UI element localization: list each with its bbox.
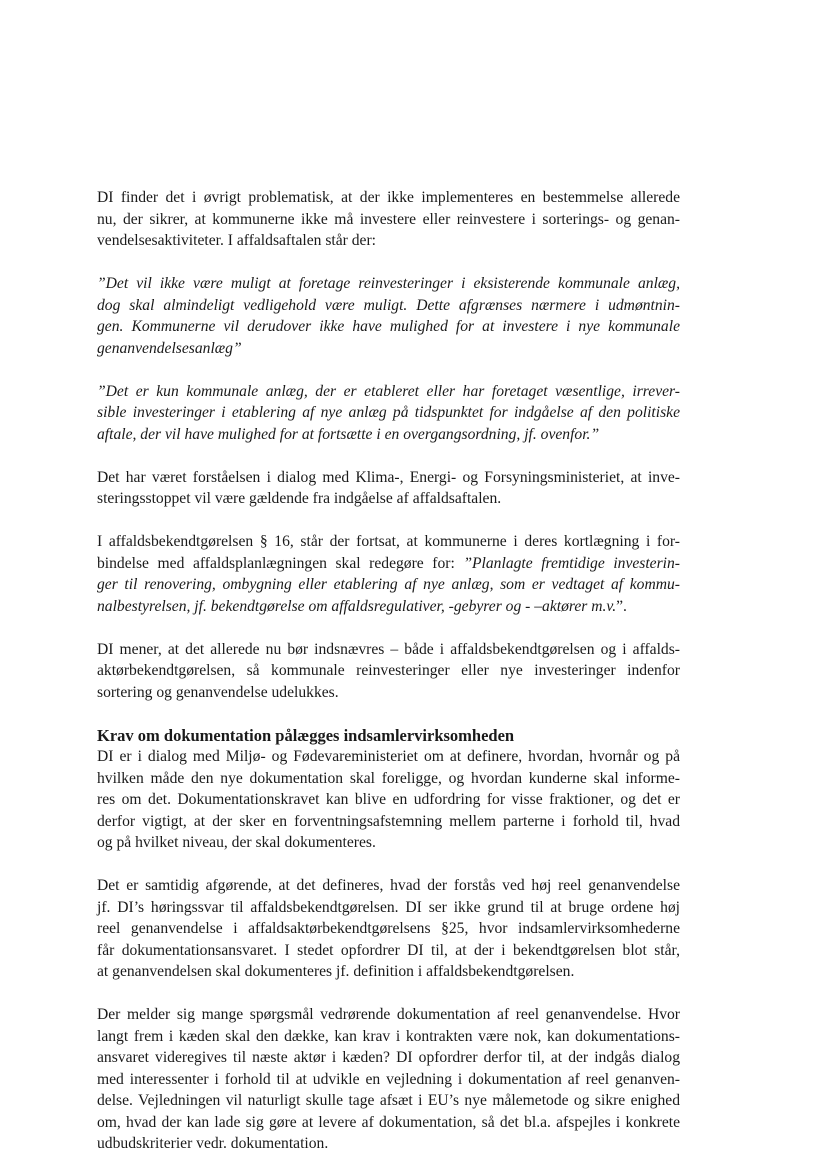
quote-paragraph <box>97 273 680 359</box>
document-body <box>97 187 680 1176</box>
text-line: jf. DI’s høringssvar til affaldsbekendtgørelsen. DI ser ikke grund til at bruge ordene høj <box>97 898 680 916</box>
section-heading <box>97 725 680 747</box>
text-line: vendelsesaktiviteter. I affaldsaftalen står der: <box>97 232 376 249</box>
text-line: DI finder det i øvrigt problematisk, at der ikke implementeres en bestemmelse allerede <box>97 189 680 206</box>
paragraph <box>97 531 680 617</box>
paragraph <box>97 1004 680 1155</box>
text-line: ”Det vil ikke være muligt at foretage reinvesteringer i eksisterende kommunale anlæg, <box>97 275 680 292</box>
text-line: og på hvilket niveau, der skal dokumenteres. <box>97 834 376 851</box>
text-line: DI er i dialog med Miljø- og Fødevareministeriet om at definere, hvordan, hvornår og på <box>97 748 680 765</box>
paragraph <box>97 875 680 983</box>
text-line <box>97 596 680 618</box>
text-line: dog skal almindeligt vedligehold være muligt. Dette afgrænses nærmere i udmøntnin- <box>97 296 680 314</box>
paragraph <box>97 746 680 854</box>
text-line: DI mener, at det allerede nu bør indsnævres – både i affaldsbekendtgørelsen og i affalds- <box>97 640 680 658</box>
text-line: aftale, der vil have mulighed for at fortsætte i en overgangsordning, jf. ovenfor.” <box>97 425 600 443</box>
text-line: at genanvendelsen skal dokumenteres jf. definition i affaldsbekendtgørelsen. <box>97 963 575 980</box>
text-line: langt frem i kæden skal den dække, kan krav i kontrakten være nok, kan dokumentations- <box>97 1027 680 1045</box>
text-line: sortering og genanvendelse udelukkes. <box>97 683 339 701</box>
text-line: udbudskriterier vedr. dokumentation. <box>97 1135 329 1152</box>
text-line: nu, der sikrer, at kommunerne ikke må investere eller reinvestere i sorterings- og genan- <box>97 210 680 228</box>
paragraph <box>97 467 680 510</box>
text-line: genanvendelsesanlæg” <box>97 339 242 357</box>
text-line: med interessenter i forhold til at udvikle en vejledning i dokumentation af reel genanven- <box>97 1070 680 1088</box>
text-line: Krav om dokumentation pålægges indsamlervirksomheden <box>97 725 515 745</box>
quoted-text: nalbestyrelsen, jf. bekendtgørelse om affaldsregulativer, -gebyrer og - –aktører m.v. <box>97 597 617 615</box>
text-line: reel genanvendelse i affaldsaktørbekendtgørelsens §25, hvor indsamlervirksomhederne <box>97 920 680 937</box>
text-line: Der melder sig mange spørgsmål vedrørende dokumentation af reel genanvendelse. Hvor <box>97 1006 680 1023</box>
text-line <box>97 553 680 575</box>
text-line: delse. Vejledningen vil naturligt skulle tage afsæt i EU’s nye målemetode og sikre enighed <box>97 1092 680 1109</box>
quoted-text: ger til renovering, ombygning eller etablering af nye anlæg, som er vedtaget af kommu- <box>97 576 680 593</box>
text-segment: ”. <box>616 597 627 615</box>
quoted-text: ”Planlagte fremtidige investerin- <box>463 554 680 572</box>
text-line: om, hvad der kan lade sig gøre at levere af dokumentation, så det bl.a. afspejles i konkrete <box>97 1113 680 1131</box>
text-line: aktørbekendtgørelsen, så kommunale reinvesteringer eller nye investeringer indenfor <box>97 662 680 679</box>
text-line: res om det. Dokumentationskravet kan blive en udfordring for visse fraktioner, og det er <box>97 791 680 808</box>
text-line: sible investeringer i etablering af nye anlæg på tidspunktet for indgåelse af den politiske <box>97 404 680 421</box>
text-line: I affaldsbekendtgørelsen § 16, står der fortsat, at kommunerne i deres kortlægning i for- <box>97 533 680 550</box>
text-line <box>97 574 680 596</box>
paragraph <box>97 187 680 252</box>
text-line: gen. Kommunerne vil derudover ikke have mulighed for at investere i nye kommunale <box>97 318 680 335</box>
text-line: derfor vigtigt, at der sker en forventningsafstemning mellem parterne i forhold til, hvad <box>97 812 680 830</box>
text-segment: bindelse med affaldsplanlægningen skal redegøre for: <box>97 554 464 572</box>
paragraph <box>97 639 680 704</box>
text-line: ”Det er kun kommunale anlæg, der er etableret eller har foretaget væsentlige, irrever- <box>97 382 680 400</box>
text-line: steringsstoppet vil være gældende fra indgåelse af affaldsaftalen. <box>97 490 502 507</box>
text-line: ansvaret videregives til næste aktør i kæden? DI opfordrer derfor til, at der indgås dialog <box>97 1049 680 1066</box>
text-line: Det er samtidig afgørende, at det defineres, hvad der forstås ved høj reel genanvendelse <box>97 877 680 894</box>
text-line: får dokumentationsansvaret. I stedet opfordrer DI til, at der i bekendtgørelsen blot står, <box>97 941 680 959</box>
text-line: hvilken måde den nye dokumentation skal foreligge, og hvordan kunderne skal informe- <box>97 769 680 787</box>
text-line: Det har været forståelsen i dialog med Klima-, Energi- og Forsyningsministeriet, at inve- <box>97 468 680 486</box>
quote-paragraph <box>97 381 680 446</box>
